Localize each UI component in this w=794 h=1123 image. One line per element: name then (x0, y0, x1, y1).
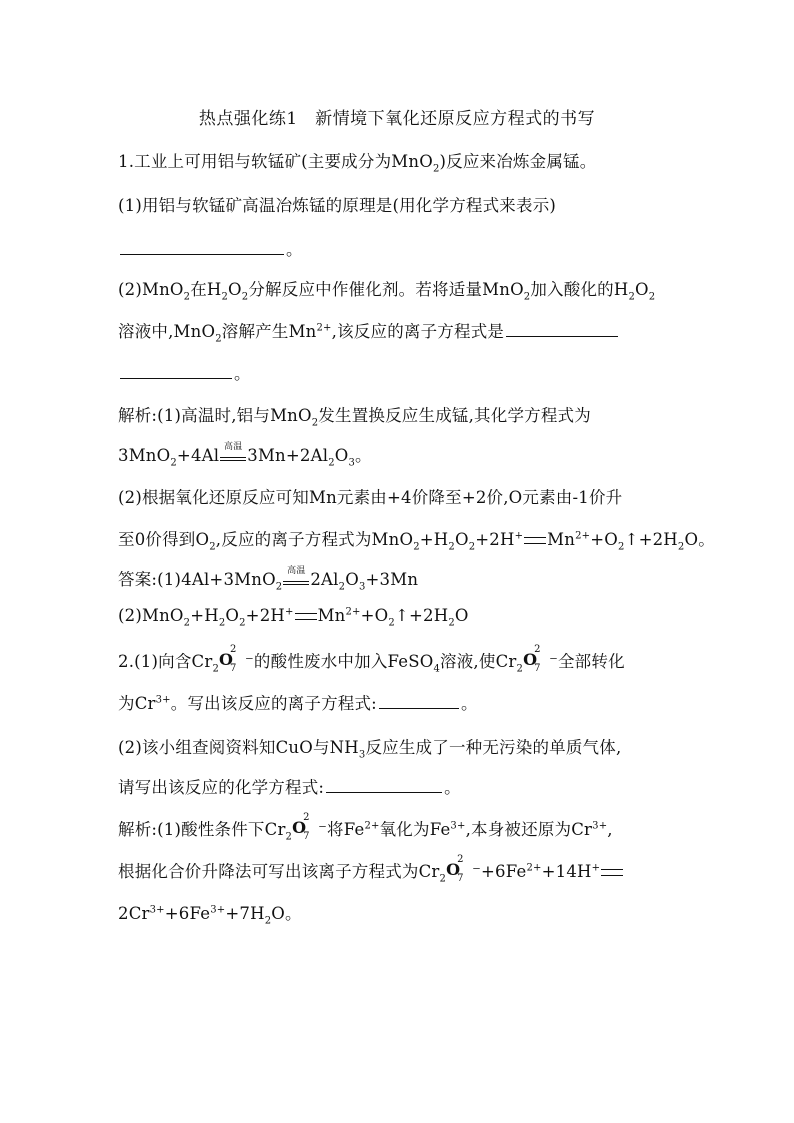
answer-blank[interactable] (120, 377, 232, 379)
a2-analysis-line1: 解析:(1)酸性条件下$Cr_2$ O 2 7 ⁻将$Fe^{2+}$氧化为$Fe^{3+}$,本身被还原为$Cr^{3+}$, (118, 811, 613, 843)
q2-part2-line1: (2)该小组查阅资料知CuO与$NH_3$反应生成了一种无污染的单质气体, (118, 738, 622, 761)
a1-answer-line2: $(2)MnO_2+H_2O_2+2H^+$ $Mn^{2+}+O_2↑+2H_2O$ (118, 606, 469, 629)
q1-part2-line2: 溶液中,MnO$_2$溶解产生$Mn^{2+}$,该反应的离子方程式是 (118, 318, 620, 342)
q1-part1-answer-line: 。 (118, 236, 303, 260)
a2-analysis-line2: 根据化合价升降法可写出该离子方程式为$Cr_2$ O 2 7 $^-+6Fe^{2+}+14H^+$ (118, 858, 624, 882)
a1-analysis-line4: 至0价得到$O_2$,反应的离子方程式为$MnO_2+H_2O_2+2H^+$ $Mn^{2+}+O_2↑+2H_2O$。 (118, 530, 715, 553)
a1-analysis-line3: (2)根据氧化还原反应可知Mn元素由+4价降至+2价,O元素由-1价升 (118, 488, 623, 507)
answer-blank[interactable] (379, 707, 459, 709)
a1-analysis-line2: 3MnO$_2$+4Al 高温 $3Mn+2Al_2O_3$。 (118, 441, 372, 469)
dichromate-ion: O 2 7 (292, 811, 310, 842)
q2-part1-line1: 2.(1)向含$Cr_2$ O 2 7 ⁻的酸性废水中加入FeSO$_4$溶液,使$Cr_2$ O 2 7 ⁻全部转化 (118, 643, 625, 675)
q1-stem: 1.工业上可用铝与软锰矿(主要成分为MnO$_2$)反应来冶炼金属锰。 (118, 152, 597, 175)
dichromate-ion: O 2 7 (523, 643, 541, 674)
a1-analysis-line1: 解析:(1)高温时,铝与MnO$_2$发生置换反应生成锰,其化学方程式为 (118, 406, 591, 429)
equals-sign (524, 537, 546, 544)
equals-sign (601, 869, 623, 876)
q1-part1: (1)用铝与软锰矿高温冶炼锰的原理是(用化学方程式来表示) (118, 196, 557, 215)
a2-analysis-line3: $2Cr^{3+}+6Fe^{3+}+7H_2O$。 (118, 904, 302, 927)
reaction-condition: 高温 (282, 569, 310, 586)
q2-part1-line2: 为$Cr^{3+}$。写出该反应的离子方程式: 。 (118, 694, 478, 713)
page-title: 热点强化练1 新情境下氧化还原反应方程式的书写 (198, 109, 596, 129)
equals-sign (295, 613, 317, 620)
answer-blank[interactable] (326, 791, 442, 793)
dichromate-ion: O 2 7 (446, 853, 464, 884)
q2-part2-line2: 请写出该反应的化学方程式: 。 (118, 778, 461, 797)
dichromate-ion: O 2 7 (219, 643, 237, 674)
answer-blank[interactable] (506, 335, 618, 337)
a1-answer-line1: 答案:(1)4Al+3MnO$_2$ 高温 $2Al_2O_3+3Mn$ (118, 565, 419, 593)
q1-part2-answer-line: 。 (118, 360, 251, 384)
reaction-condition: 高温 (219, 445, 247, 462)
answer-blank[interactable] (120, 253, 284, 255)
q1-part2-line1: (2)MnO$_2$在$H_2O_2$分解反应中作催化剂。若将适量MnO$_2$加入酸化的$H_2O_2$ (118, 280, 656, 303)
